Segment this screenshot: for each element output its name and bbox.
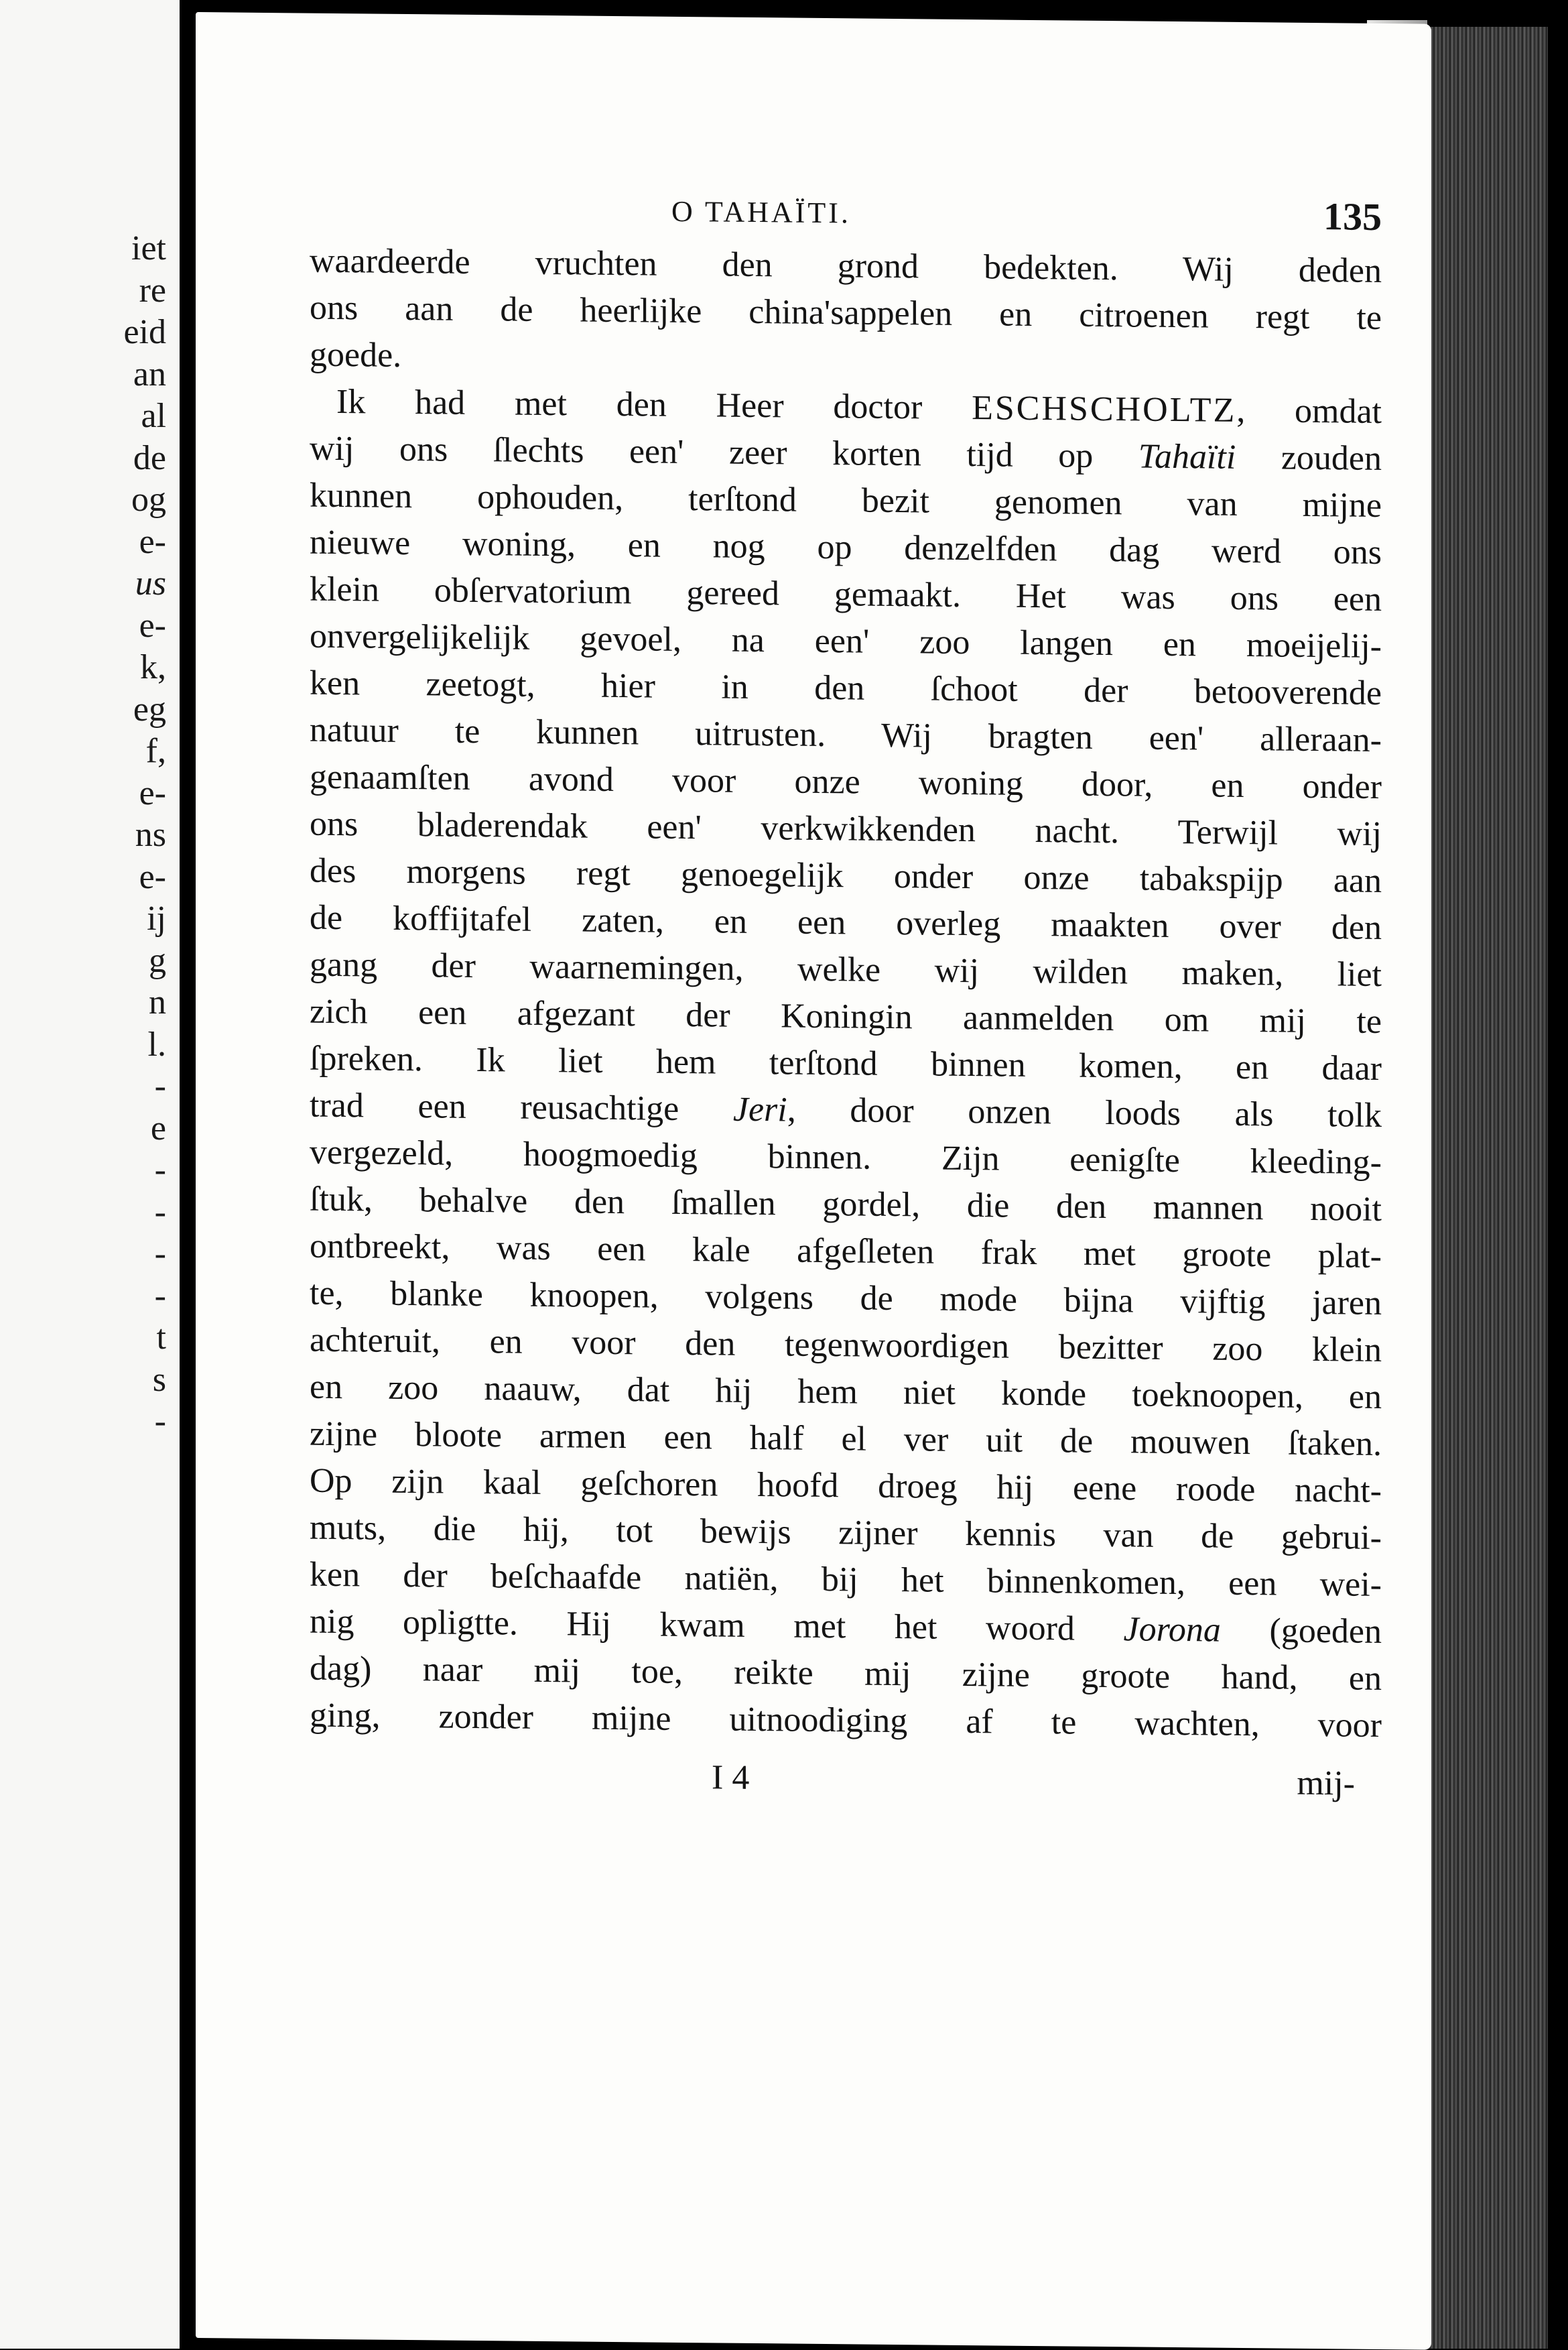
previous-page-fragment: e-	[139, 606, 166, 645]
page-content	[310, 178, 1382, 1811]
text-segment: goede.	[310, 335, 402, 375]
italic-term: Jeri	[732, 1090, 787, 1129]
previous-page-fragment: f,	[145, 732, 166, 770]
text-segment: ken der beſchaafde natiën, bij het binnenkomen, een wei-	[310, 1555, 1382, 1604]
previous-page-fragment: e	[150, 1109, 166, 1148]
text-segment: nig opligtte. Hij kwam met het woord	[310, 1602, 1124, 1649]
body-text	[310, 238, 1382, 1749]
text-segment: natuur te kunnen uitrusten. Wij bragten een' alleraan-	[310, 710, 1382, 759]
text-segment: , door onzen loods als tolk	[787, 1091, 1382, 1135]
text-segment: gang der waarnemingen, welke wij wilden maken, liet	[310, 945, 1382, 994]
text-segment: ons aan de heerlijke china'sappelen en citroenen regt te	[310, 288, 1382, 337]
previous-page-fragment: e-	[139, 857, 166, 896]
small-caps-name: ESCHSCHOLTZ	[972, 389, 1237, 430]
text-segment: des morgens regt genoegelijk onder onze tabakspijp aan	[310, 851, 1382, 900]
text-segment: klein obſervatorium gereed gemaakt. Het was ons een	[310, 570, 1382, 619]
previous-page-fragment: e-	[139, 774, 166, 812]
previous-page-fragment: al	[141, 397, 166, 435]
previous-page-fragment: -	[154, 1276, 166, 1315]
text-segment: dag) naar mij toe, reikte mij zijne groote hand, en	[310, 1649, 1382, 1698]
book-page	[196, 12, 1431, 2350]
previous-page-fragment: an	[133, 355, 166, 393]
running-head-title: O TAHAÏTI.	[671, 194, 851, 230]
catchword: mij-	[1297, 1764, 1355, 1803]
text-segment: ſtuk, behalve den ſmallen gordel, die den mannen nooit	[310, 1180, 1382, 1229]
previous-page-fragment: ns	[135, 816, 166, 854]
text-segment: , omdat	[1236, 391, 1382, 431]
page-footer	[310, 1754, 1382, 1811]
text-segment: ontbreekt, was een kale afgeſleten frak met groote plat-	[310, 1227, 1382, 1276]
previous-page-fragment: eid	[123, 313, 166, 351]
previous-page-fragment: eg	[133, 690, 166, 729]
text-segment: vergezeld, hoogmoedig binnen. Zijn eenigſte kleeding-	[310, 1133, 1382, 1182]
previous-page-fragment: l.	[147, 1025, 166, 1064]
text-line	[310, 1692, 1382, 1749]
text-segment: de koffijtafel zaten, en een overleg maakten over den	[310, 898, 1382, 947]
text-segment: kunnen ophouden, terſtond bezit genomen van mijne	[310, 476, 1382, 525]
previous-page-fragment: n	[149, 983, 166, 1022]
italic-term: Tahaïti	[1138, 437, 1236, 477]
text-segment: achteruit, en voor den tegenwoordigen bezitter zoo klein	[310, 1320, 1382, 1369]
italic-term: Jorona	[1123, 1610, 1221, 1650]
previous-page-fragment: -	[154, 1192, 166, 1231]
running-head	[310, 178, 1382, 239]
text-segment: nieuwe woning, en nog op denzelfden dag werd ons	[310, 523, 1382, 572]
page-number: 135	[1323, 194, 1382, 239]
previous-page-fragment: e-	[139, 522, 166, 561]
previous-page-fragment: s	[152, 1360, 166, 1399]
text-segment: genaamſten avond voor onze woning door, en onder	[310, 757, 1382, 806]
text-segment: zijne bloote armen een half el ver uit de mouwen ſtaken.	[310, 1414, 1382, 1463]
previous-page-fragment: -	[154, 1151, 166, 1189]
text-segment: ging, zonder mijne uitnoodiging af te wachten, voor	[310, 1696, 1382, 1745]
previous-page	[0, 0, 180, 2349]
text-segment: Ik had met den Heer doctor	[336, 383, 972, 428]
text-segment: Op zijn kaal geſchoren hoofd droeg hij eene roode nacht-	[310, 1461, 1382, 1510]
signature-mark: I 4	[712, 1758, 750, 1797]
text-segment: zouden	[1236, 438, 1382, 478]
previous-page-fragment: us	[135, 564, 166, 603]
previous-page-fragment: iet	[131, 229, 166, 267]
previous-page-fragment: ij	[147, 900, 166, 938]
previous-page-fragment: g	[149, 941, 166, 980]
previous-page-fragment: og	[131, 481, 166, 519]
text-segment: en zoo naauw, dat hij hem niet konde toeknoopen, en	[310, 1367, 1382, 1416]
text-segment: wij ons ſlechts een' zeer korten tijd op	[310, 429, 1138, 476]
text-segment: ons bladerendak een' verkwikkenden nacht. Terwijl wij	[310, 804, 1382, 853]
previous-page-fragment: t	[156, 1318, 166, 1357]
text-segment: muts, die hij, tot bewijs zijner kennis van de gebrui-	[310, 1508, 1382, 1557]
book-page-edges	[1414, 27, 1548, 2349]
previous-page-fragment: -	[154, 1402, 166, 1440]
previous-page-fragment: k,	[140, 648, 166, 686]
previous-page-fragment: re	[139, 271, 166, 310]
previous-page-fragment: de	[133, 438, 166, 477]
previous-page-fragment: -	[154, 1235, 166, 1273]
text-segment: onvergelijkelijk gevoel, na een' zoo langen en moeijelij-	[310, 617, 1382, 666]
text-segment: zich een afgezant der Koningin aanmelden om mij te	[310, 992, 1382, 1041]
text-segment: te, blanke knoopen, volgens de mode bijna vijftig jaren	[310, 1274, 1382, 1322]
text-segment: ſpreken. Ik liet hem terſtond binnen komen, en daar	[310, 1039, 1382, 1088]
text-segment: ken zeetogt, hier in den ſchoot der betooverende	[310, 664, 1382, 713]
text-segment: trad een reusachtige	[310, 1086, 733, 1129]
text-segment: waardeerde vruchten den grond bedekten. Wij deden	[310, 241, 1382, 290]
previous-page-fragment: -	[154, 1067, 166, 1105]
text-segment: (goeden	[1220, 1611, 1382, 1651]
